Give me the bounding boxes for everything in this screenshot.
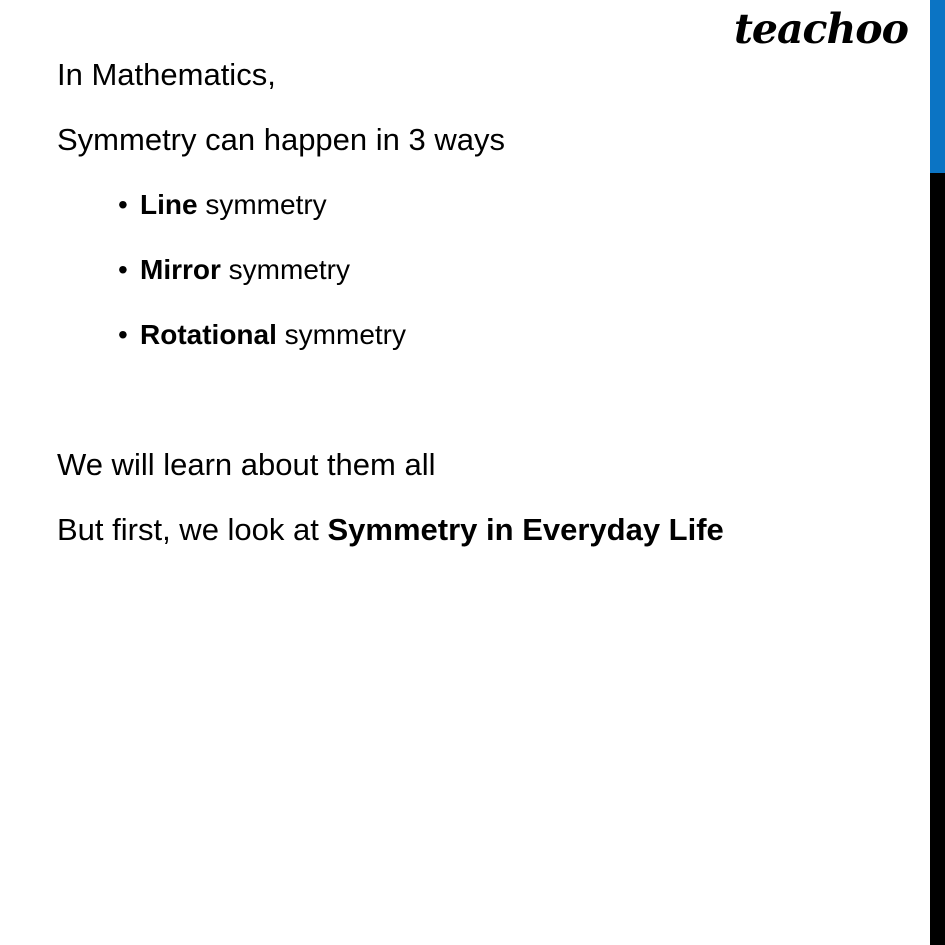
closing-prefix: But first, we look at [57, 512, 328, 547]
bullet-dot-icon: • [118, 319, 128, 350]
vertical-gap [57, 367, 887, 432]
bullet-dot-icon: • [118, 254, 128, 285]
slide-body [57, 42, 887, 562]
bullet-term: Mirror [140, 254, 221, 285]
symmetry-types-list [57, 172, 887, 367]
list-item [57, 172, 887, 237]
bullet-dot-icon: • [118, 189, 128, 220]
closing-emphasis: Symmetry in Everyday Life [327, 512, 724, 547]
teachoo-logo: teachoo [733, 5, 908, 53]
bullet-rest: symmetry [276, 319, 406, 350]
list-item [57, 302, 887, 367]
closing-line [57, 497, 887, 562]
learn-line: We will learn about them all [57, 447, 436, 482]
right-edge-blue-bar [930, 0, 945, 173]
intro-line: In Mathematics, [57, 57, 276, 92]
bullet-rest: symmetry [197, 189, 327, 220]
bullet-term: Line [140, 189, 198, 220]
right-edge-black-bar [930, 173, 945, 945]
ways-line: Symmetry can happen in 3 ways [57, 122, 505, 157]
list-item [57, 237, 887, 302]
bullet-term: Rotational [140, 319, 277, 350]
bullet-rest: symmetry [220, 254, 351, 285]
